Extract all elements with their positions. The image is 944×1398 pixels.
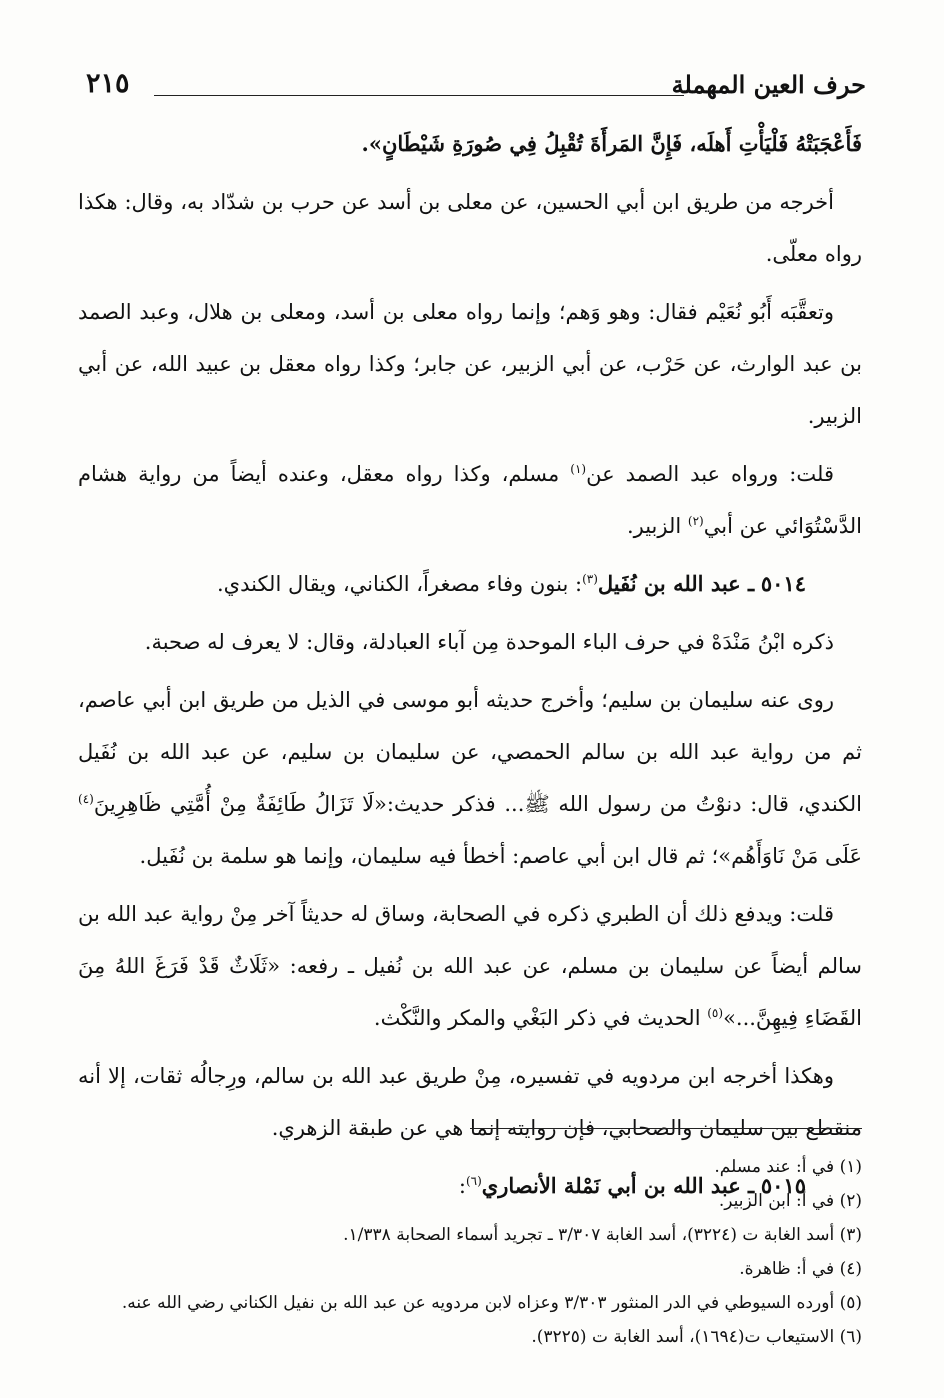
footnote-3: (٣) أسد الغابة ت (٣٢٢٤)، أسد الغابة ٣/٣٠٧ ـ تجريد أسماء الصحابة ١/٣٣٨. xyxy=(343,1225,862,1245)
paragraph-6-main: روى عنه سليمان بن سليم؛ وأخرج حديثه أبو موسى في الذيل من طريق ابن أبي عاصم، ثم من رواية عبد الله بن سالم الحمصي، عن سليمان بن سليم، عن عبد الله بن نُفَيل الكندي، قال: دنوْتُ من رسول الله ﷺ... فذكر حديث:«لَا تَزَالُ طَائِفَةٌ مِنْ أُمَّتِي ظَاهِرِينَ xyxy=(78,688,862,816)
footnote-2: (٢) في أ: ابن الزبير. xyxy=(718,1191,862,1211)
footnote-ref-3: (٣) xyxy=(582,572,598,586)
paragraph-4-part2: الزبير. xyxy=(626,514,682,538)
entry-5014 xyxy=(78,558,862,610)
page-header xyxy=(86,68,866,108)
paragraph-7-tail: الحديث في ذكر البَغْي والمكر والنَّكْث. xyxy=(373,1006,701,1030)
entry-5014-text: : بنون وفاء مصغراً، الكناني، ويقال الكندي. xyxy=(216,572,583,596)
paragraph-2: أخرجه من طريق ابن أبي الحسين، عن معلى بن أسد عن حرب بن شدّاد به، وقال: هكذا رواه معلّى. xyxy=(78,190,862,266)
footnote-ref-2: (٢) xyxy=(687,514,704,528)
paragraph-5: ذكره ابْنُ مَنْدَهْ في حرف الباء الموحدة مِن آباء العبادلة، وقال: لا يعرف له صحبة. xyxy=(144,630,834,654)
footnote-ref-1: (١) xyxy=(570,462,587,476)
entry-5015-name: ـ عبد الله بن أبي نَمْلة الأنصاري xyxy=(481,1173,755,1198)
paragraph-6 xyxy=(78,674,862,882)
paragraph-6-tail: عَلَى مَنْ نَاوَأَهُم»؛ ثم قال ابن أبي عاصم: أخطأ فيه سليمان، وإنما هو سلمة بن نُفَيل. xyxy=(139,844,862,868)
paragraph-8: وهكذا أخرجه ابن مردويه في تفسيره، مِنْ طريق عبد الله بن سالم، ورِجالُه ثقات، إلا أنه منقطع بين سليمان والصحابي، فإن روايته إنما هي عن طبقة الزهري. xyxy=(78,1064,862,1140)
footnote-6: (٦) الاستيعاب ت(١٦٩٤)، أسد الغابة ت (٣٢٢٥). xyxy=(531,1327,862,1347)
paragraph-4-part1: مسلم، وكذا رواه معقل، وعنده أيضاً من رواية هشام الدَّسْتُوَائي عن أبي xyxy=(78,462,862,538)
paragraph-4-lead: قلت: ورواه عبد الصمد عن xyxy=(586,462,834,486)
running-head: حرف العين المهملة xyxy=(671,70,866,99)
main-text xyxy=(78,118,862,1218)
footnote-1: (١) في أ: عند مسلم. xyxy=(714,1157,862,1177)
paragraph-7-main: قلت: ويدفع ذلك أن الطبري ذكره في الصحابة، وساق له حديثاً آخر مِنْ رواية عبد الله بن سالم أيضاً عن سليمان بن مسلم، عن عبد الله بن نُفيل ـ رفعه: «ثَلَاثٌ قَدْ فَرَغَ اللهُ مِنَ القَضَاءِ فِيهِنَّ...» xyxy=(78,902,862,1030)
footnote-4: (٤) في أ: ظاهرة. xyxy=(739,1259,862,1279)
entry-5015-number: ٥٠١٥ xyxy=(760,1173,806,1198)
page-number: ٢١٥ xyxy=(86,68,130,99)
header-rule xyxy=(154,95,684,96)
paragraph-7 xyxy=(78,888,862,1044)
paragraph-1: فَأَعْجَبَتْهُ فَلْيَأْتِ أَهلَه، فَإِنَّ المَرأَةَ تُقْبِلُ فِي صُورَةِ شَيْطَانٍ». xyxy=(361,131,862,156)
footnote-ref-5: (٥) xyxy=(707,1006,724,1020)
footnote-separator xyxy=(470,1128,862,1129)
footnote-ref-4: (٤) xyxy=(78,792,94,806)
footnotes xyxy=(78,1150,862,1354)
paragraph-3: وتعقَّبَه أَبُو نُعَيْم فقال: وهو وَهم؛ وإنما رواه معلى بن أسد، ومعلى بن هلال، وعبد الصمد بن عبد الوارث، عن حَرْب، عن أبي الزبير، عن جابر؛ وكذا رواه معقل بن عبيد الله، عن أبي الزبير. xyxy=(78,300,862,428)
entry-5014-number: ٥٠١٤ xyxy=(760,571,806,596)
entry-5014-name: ـ عبد الله بن نُفَيل xyxy=(597,571,755,596)
paragraph-4 xyxy=(78,448,862,552)
footnote-ref-6: (٦) xyxy=(465,1174,482,1188)
footnote-5: (٥) أورده السيوطي في الدر المنثور ٣/٣٠٣ وعزاه لابن مردويه عن عبد الله بن نفيل الكناني رضي الله عنه. xyxy=(121,1293,862,1313)
entry-5015-text: : xyxy=(458,1174,466,1198)
